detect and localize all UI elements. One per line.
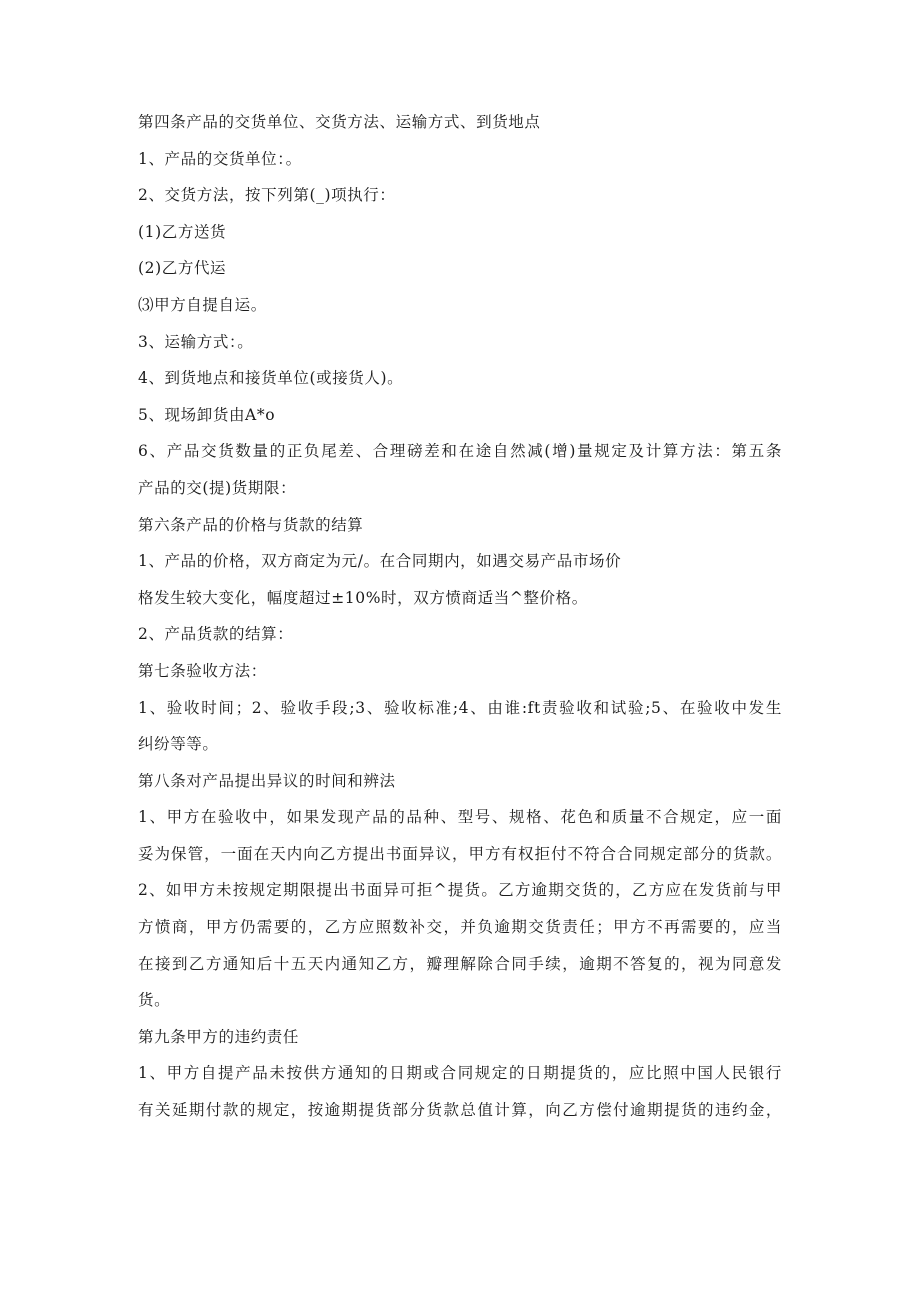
text-line: 格发生较大变化，幅度超过±10%时，双方愤商适当^整价格。 [138, 588, 588, 607]
document-body [138, 112, 800, 1120]
text-line: 2、产品货款的结算： [138, 625, 294, 644]
text-line: 方愤商，甲方仍需要的，乙方应照数补交，并负逾期交货责任；甲方不再需要的，应当 [138, 918, 782, 937]
text-line: 货。 [138, 991, 171, 1010]
text-line: 第八条对产品提出异议的时间和辨法 [138, 771, 396, 790]
text-line: 1、甲方在验收中，如果发现产品的品种、型号、规格、花色和质量不合规定，应一面 [138, 808, 782, 827]
text-line: 1、验收时间；2、验收手段;3、验收标准;4、由谁:ft责验收和试验;5、在验收中发生 [138, 698, 782, 717]
text-line: (1)乙方送货 [138, 222, 227, 241]
text-line: 2、如甲方未按规定期限提出书面异可拒^提货。乙方逾期交货的，乙方应在发货前与甲 [138, 881, 782, 900]
text-line: 妥为保管，一面在天内向乙方提出书面异议，甲方有权拒付不符合合同规定部分的货款。 [138, 844, 782, 863]
text-line: 1、甲方自提产品未按供方通知的日期或合同规定的日期提货的，应比照中国人民银行 [138, 1064, 782, 1083]
text-line: 5、现场卸货由A*o [138, 405, 276, 424]
text-line: 1、产品的交货单位：。 [138, 149, 302, 168]
text-line: 第四条产品的交货单位、交货方法、运输方式、到货地点 [138, 113, 541, 131]
text-line: 第九条甲方的违约责任 [138, 1027, 300, 1046]
text-line: (2)乙方代运 [138, 259, 227, 278]
text-line: 纠纷等等。 [138, 735, 219, 754]
text-line: 第六条产品的价格与货款的结算 [138, 515, 364, 534]
text-line: 1、产品的价格，双方商定为元/。在合同期内，如遇交易产品市场价 [138, 552, 622, 571]
text-line: 3、运输方式：。 [138, 332, 254, 351]
text-line: 4、到货地点和接货单位(或接货人)。 [138, 369, 404, 388]
text-line: 2、交货方法，按下列第(_)项执行： [138, 186, 396, 205]
text-line: 在接到乙方通知后十五天内通知乙方，瓣理解除合同手续，逾期不答复的，视为同意发 [138, 954, 782, 973]
text-line: 产品的交(提)货期限： [138, 478, 297, 497]
text-line: ⑶甲方自提自运。 [138, 295, 267, 314]
text-line: 有关延期付款的规定，按逾期提货部分货款总值计算，向乙方偿付逾期提货的违约金， [138, 1101, 782, 1120]
text-line: 第七条验收方法： [138, 661, 267, 680]
text-line: 6、产品交货数量的正负尾差、合理磅差和在途自然减(增)量规定及计算方法：第五条 [138, 442, 782, 461]
